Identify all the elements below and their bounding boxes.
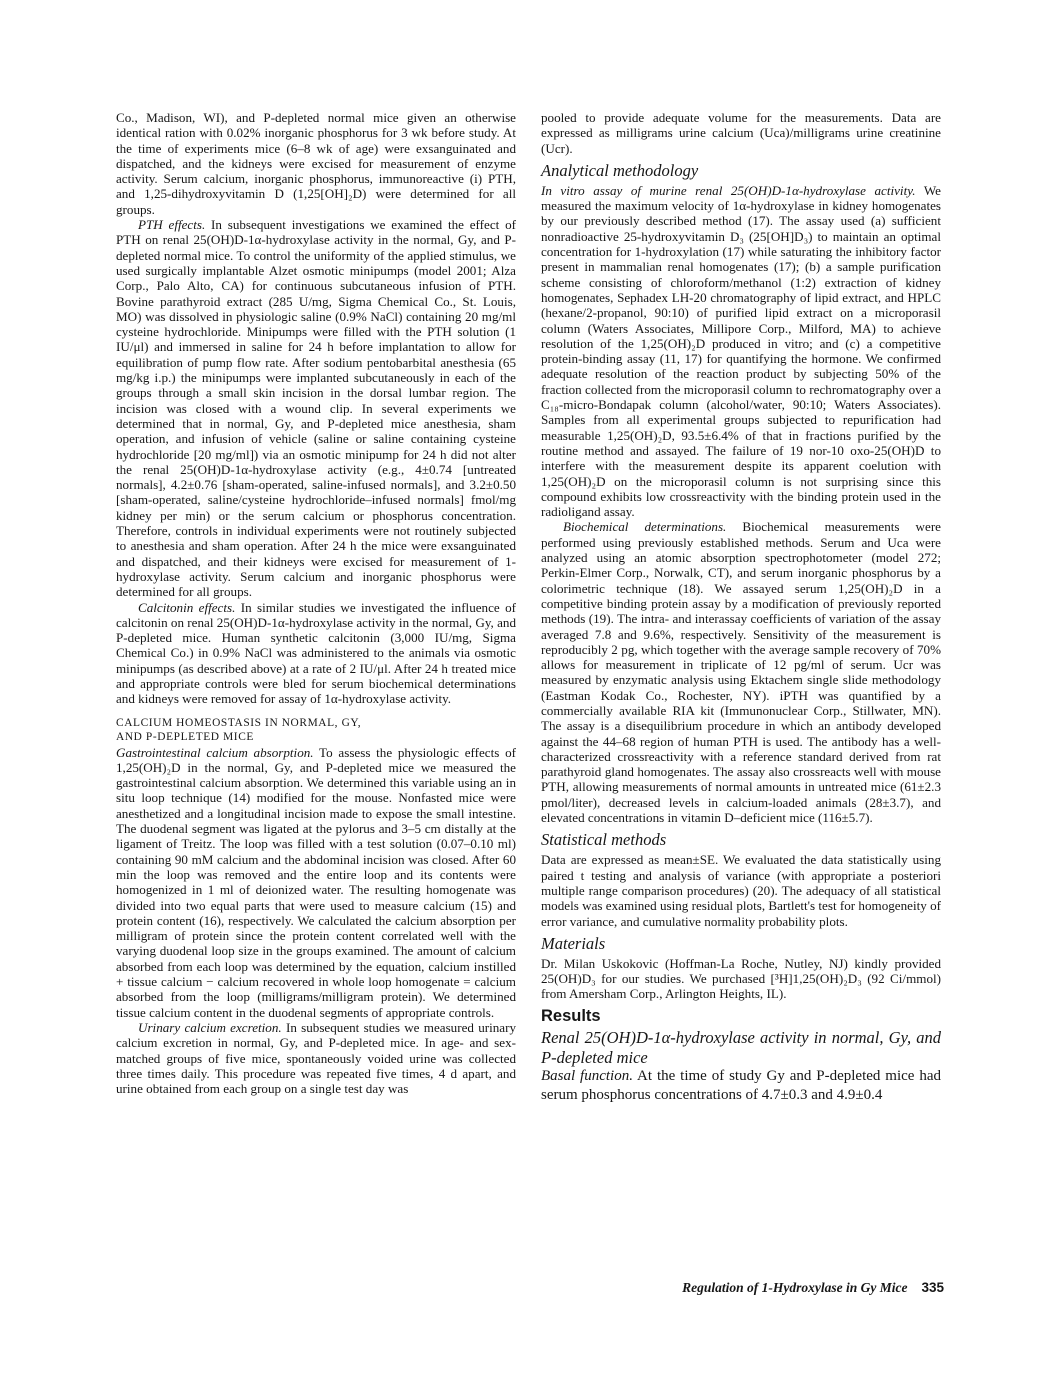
- paragraph-materials: Dr. Milan Uskokovic (Hoffman-La Roche, Nutley, NJ) kindly provided 25(OH)D₃ for our studies. We purchased [³H]1,25(OH)₂D₃ (92 Ci/mmol) from Amersham Corp., Arlington Heights, IL).: [541, 955, 941, 1002]
- paragraph-urinary-excretion: [116, 1020, 516, 1096]
- paragraph-biochemical: [541, 519, 941, 825]
- heading-statistical-methods: Statistical methods: [541, 830, 667, 850]
- section-heading-line-2: AND P-DEPLETED MICE: [116, 731, 254, 744]
- heading-renal-hydroxylase: Renal 25(OH)D-1α-hydroxylase activity in normal, Gy, and P-depleted mice: [541, 1028, 941, 1067]
- calcitonin-effects-lead: Calcitonin effects.: [138, 599, 236, 615]
- paragraph-calcitonin-effects: [116, 600, 516, 707]
- page-number: 335: [921, 1280, 944, 1295]
- paragraph-statistical: Data are expressed as mean±SE. We evaluated the data statistically using paired t testing and analysis of variance (with appropriate a posteriori multiple range comparison procedures) (20). The adequacy of all statistical models was examined using residual plots, Bartlett's test for homogeneity of error variance, and cumulative normality probability plots.: [541, 852, 941, 929]
- gi-absorption-text: To assess the physiologic effects of 1,25(OH)₂D in the normal, Gy, and P-depleted mice we measured the gastrointestinal calcium absorption. We determined this variable using an in situ loop technique (14) modified for the mouse. Nonfasted mice were anesthetized and a longitudinal incision made to expose the small intestine. The duodenal segment was ligated at the pylorus and 3–5 cm distally at the ligament of Treitz. The loop was filled with a test solution (0.07–0.10 ml) containing 90 mM calcium and the abdominal incision was closed. After 60 min the loop was removed and the entire loop and its contents were homogenized in 1 ml of deionized water. The resulting homogenate was divided into two equal parts that were used to measure calcium (15) and protein content (16), respectively. We calculated the calcium absorption per milligram of protein since the protein content correlated well with the varying duodenal loop size in the groups examined. The amount of calcium absorbed from each loop was determined by the equation, calcium instilled + tissue calcium − calcium recovered in whole loop homogenate = calcium absorbed from the loop (milligrams/milligram protein). We determined tissue calcium content in the duodenal segments of appropriate controls.: [116, 744, 516, 1020]
- paragraph-pth-effects: [116, 217, 516, 599]
- in-vitro-assay-lead: In vitro assay of murine renal 25(OH)D-1α-hydroxylase activity.: [541, 182, 916, 198]
- paragraph-continued: pooled to provide adequate volume for the measurements. Data are expressed as milligrams urine calcium (Uca)/milligrams urine creatinine (Ucr).: [541, 110, 941, 156]
- gi-absorption-lead: Gastrointestinal calcium absorption.: [116, 744, 314, 760]
- heading-materials: Materials: [541, 933, 606, 953]
- in-vitro-assay-text: We measured the maximum velocity of 1α-hydroxylase in kidney homogenates by our previously described method (17). The assay used (a) sufficient nonradioactive 25-hydroxyvitamin D₃ (25[OH]D₃) to maintain an optimal concentration for 1-hydroxylation (17) while saturating the inhibitory factor present in mammalian renal homogenates (17); (b) a sample purification scheme consisting of chloroform/methanol (1:2) extraction of kidney homogenates, Sephadex LH-20 chromatography of lipid extract, and HPLC (hexane/2-propanol, 90:10) of purified lipid extract on a microporasil column (Waters Associates, Millipore Corp., Milford, MA) to achieve resolution of the 1,25(OH)₂D produced in vitro; and (c) a competitive protein-binding assay (11, 17) for quantifying the hormone. We confirmed adequate resolution of the reaction product by subjecting 50% of the fraction collected from the microporasil column to rechromatography over a C₁₈-micro-Bondapak column (alcohol/water, 90:10; Waters Associates). Samples from all experimental groups subjected to repurification had measurable 1,25(OH)₂D, 93.5±6.4% of that in fractions purified by the routine method and assayed. The failure of 19 nor-10 oxo-25(OH)D to interfere with the measurement despite its apparent coelution with 1,25(OH)₂D on the microporasil column is not surprising since this compound exhibits low crossreactivity with the binding protein used in the radioligand assay.: [541, 182, 941, 520]
- calcitonin-effects-text: In similar studies we investigated the influence of calcitonin on renal 25(OH)D-1α-hydroxylase activity in the normal, Gy, and P-depleted mice. Human synthetic calcitonin (3,000 IU/mg, Sigma Chemical Co.) in 0.9% NaCl was administered to the animals via osmotic minipumps (as described above) at a rate of 2 IU/μl. After 24 h treated mice and appropriate controls were bled for serum biochemical determinations and kidneys were removed for assay of 1α-hydroxylase activity.: [116, 599, 516, 707]
- urinary-excretion-text: In subsequent studies we measured urinary calcium excretion in normal, Gy, and P-depleted mice. In age- and sex-matched groups of five mice, spontaneously voided urine was collected three times daily. This procedure was repeated five times, 4 d apart, and urine obtained from each group on a single test day was: [116, 1019, 517, 1097]
- heading-results: Results: [541, 1006, 601, 1025]
- heading-analytical-methodology: Analytical methodology: [541, 160, 699, 180]
- basal-function-text: At the time of study Gy and P-depleted mice had serum phosphorus concentrations of 4.7±0.3 and 4.9±0.4: [541, 1068, 942, 1103]
- running-title: Regulation of 1-Hydroxylase in Gy Mice: [682, 1280, 908, 1295]
- pth-effects-lead: PTH effects.: [138, 217, 206, 233]
- pth-effects-text: In subsequent investigations we examined the effect of PTH on renal 25(OH)D-1α-hydroxylase activity in the normal, Gy, and P-depleted normal mice. To control the uniformity of the applied stimulus, we used surgically implantable Alzet osmotic minipumps (model 2001; Alza Corp., Palo Alto, CA) for continuous subcutaneous infusion of PTH. Bovine parathyroid extract (285 U/mg, Sigma Chemical Co., St. Louis, MO) was dissolved in physiologic saline (0.9% NaCl) containing 20 mg/ml cysteine hydrochloride. Minipumps were filled with the PTH solution (1 IU/μl) and immersed in saline for 24 h before implantation to allow for equilibration of pump flow rate. After sodium pentobarbital anesthesia (65 mg/kg i.p.) the minipumps were implanted subcutaneously in each of the groups through a small skin incision in the dorsal lumbar region. The incision was closed with a wound clip. In several experiments we determined that in normal, Gy, and P-depleted mice anesthesia, sham operation, and infusion of vehicle (saline or saline containing cysteine hydrochloride [20 mg/ml]) via an osmotic minipump for 24 h did not alter the renal 25(OH)D-1α-hydroxylase activity (e.g., 4±0.74 [untreated normals], 4.2±0.76 [sham-operated, saline-infused normals], and 3.2±0.50 [sham-operated, saline/cysteine hydrochloride–infused normals] fmol/mg kidney per min) or the serum calcium or phosphorus concentration. Therefore, controls in individual experiments were not routinely subjected to anesthesia and sham operation. After 24 h the mice were exsanguinated and dispatched, and their kidneys were excised for measurement of 1-hydroxylase activity. Serum calcium and inorganic phosphorus were determined for all groups.: [116, 217, 516, 600]
- paragraph-basal-function: [541, 1067, 941, 1104]
- urinary-excretion-lead: Urinary calcium excretion.: [138, 1019, 282, 1035]
- page-footer: [682, 1280, 944, 1296]
- paragraph-in-vitro-assay: [541, 183, 941, 520]
- paragraph-gi-absorption: [116, 745, 516, 1020]
- section-heading-calcium-homeostasis: [116, 716, 516, 745]
- biochemical-lead: Biochemical determinations.: [563, 519, 727, 535]
- section-heading-line-1: CALCIUM HOMEOSTASIS IN NORMAL, GY,: [116, 716, 362, 729]
- basal-function-lead: Basal function.: [541, 1068, 633, 1085]
- paragraph-intro: Co., Madison, WI), and P-depleted normal mice given an otherwise identical ration with 0.02% inorganic phosphorus for 3 wk before study. At the time of experiments mice (6–8 wk of age) were exsanguinated and dispatched, and the kidneys were excised for measurement of enzyme activity. Serum calcium, inorganic phosphorus, immunoreactive (i) PTH, and 1,25-dihydroxyvitamin D (1,25[OH]₂D) were determined for all groups.: [116, 110, 516, 217]
- right-column: [541, 110, 941, 1104]
- biochemical-text: Biochemical measurements were performed using previously established methods. Serum and Uca were analyzed using an atomic absorption spectrophotometer (model 272; Perkin-Elmer Corp., Norwalk, CT), and serum inorganic phosphorus by a colorimetric technique (18). We assayed serum 1,25(OH)₂D in a competitive binding protein assay by a modification of previously reported methods (19). The intra- and interassay coefficients of variation of the assay averaged 7.8 and 9.6%, respectively. Sensitivity of the measurement is reproducibly 2 pg, which together with the average sample recovery of 70% allows for measurement in triplicate of 12 pg/ml of serum. Ucr was measured by enzymatic analysis using Ektachem single slide methodology (Eastman Kodak Co., Rochester, NY). iPTH was quantified by a commercially available RIA kit (Immunonuclear Corp., Stillwater, MN). The assay is a disequilibrium procedure in which an antibody developed against the 44–68 region of human PTH is used. The antibody has a well-characterized crossreactivity with a reference standard derived from rat parathyroid gland homogenates. The assay also crossreacts well with mouse PTH, allowing measurements of normal amounts in untreated mice (61±2.3 pmol/liter), decreased levels in calcium-loaded animals (28±3.7), and elevated concentrations in vitamin D–deficient mice (116±5.7).: [541, 519, 941, 826]
- left-column: [116, 110, 516, 1096]
